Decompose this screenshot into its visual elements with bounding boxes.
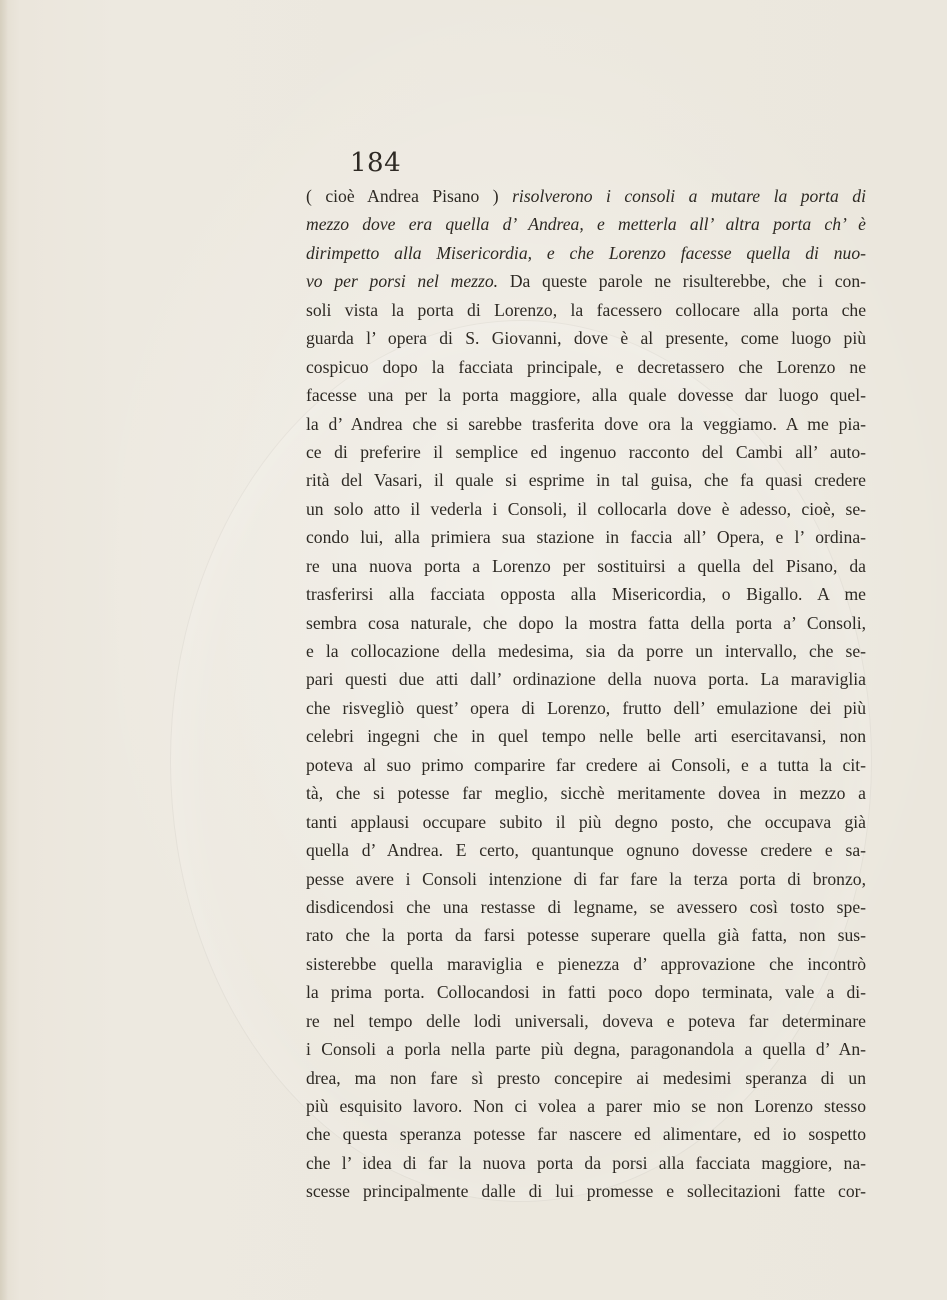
text-line — [306, 410, 866, 438]
text-line — [306, 438, 866, 466]
text-segment: drea, ma non fare sì presto concepire ai medesimi speranza di un — [306, 1067, 866, 1088]
italic-text-segment: mezzo dove era quella d’ Andrea, e metterla all’ altra porta ch’ è — [306, 214, 866, 235]
text-segment: un solo atto il vederla i Consoli, il collocarla dove è adesso, cioè, se- — [306, 498, 866, 519]
text-segment: che questa speranza potesse far nascere ed alimentare, ed io sospetto — [306, 1124, 866, 1145]
text-segment: trasferirsi alla facciata opposta alla Misericordia, o Bigallo. A me — [306, 584, 866, 605]
text-segment: sembra cosa naturale, che dopo la mostra fatta della porta a’ Consoli, — [306, 612, 866, 633]
text-segment: scesse principalmente dalle di lui promesse e sollecitazioni fatte cor- — [306, 1181, 866, 1202]
text-line — [306, 1092, 866, 1120]
text-segment: pesse avere i Consoli intenzione di far fare la terza porta di bronzo, — [306, 868, 866, 889]
text-segment: re una nuova porta a Lorenzo per sostituirsi a quella del Pisano, da — [306, 555, 866, 576]
text-line — [306, 694, 866, 722]
text-line — [306, 523, 866, 551]
text-segment: soli vista la porta di Lorenzo, la facessero collocare alla porta che — [306, 299, 866, 320]
text-segment: re nel tempo delle lodi universali, doveva e poteva far determinare — [306, 1010, 866, 1031]
text-line — [306, 267, 866, 295]
text-segment: disdicendosi che una restasse di legname, se avessero così tosto spe- — [306, 896, 866, 917]
text-line — [306, 921, 866, 949]
text-line — [306, 381, 866, 409]
text-segment: sisterebbe quella maraviglia e pienezza d’ approvazione che incontrò — [306, 953, 866, 974]
text-line — [306, 1120, 866, 1148]
text-line — [306, 893, 866, 921]
text-segment: e la collocazione della medesima, sia da porre un intervallo, che se- — [306, 641, 866, 661]
text-segment: guarda l’ opera di S. Giovanni, dove è al presente, come luogo più — [306, 328, 866, 349]
text-line — [306, 865, 866, 893]
text-line — [306, 722, 866, 750]
text-line — [306, 665, 866, 693]
italic-text-segment: dirimpetto alla Misericordia, e che Lorenzo facesse quella di nuo- — [306, 242, 866, 263]
text-line — [306, 609, 866, 637]
text-line — [306, 296, 866, 324]
text-line — [306, 978, 866, 1006]
page-number: 184 — [350, 148, 402, 178]
text-segment: la d’ Andrea che si sarebbe trasferita dove ora la veggiamo. A me pia- — [306, 413, 866, 434]
text-segment: ( cioè Andrea Pisano ) — [306, 186, 513, 206]
text-line — [306, 836, 866, 864]
text-segment: i Consoli a porla nella parte più degna, paragonandola a quella d’ An- — [306, 1039, 866, 1060]
text-line — [306, 950, 866, 978]
text-line — [306, 751, 866, 779]
body-text — [306, 182, 866, 1206]
text-segment: condo lui, alla primiera sua stazione in faccia all’ Opera, e l’ ordina- — [306, 527, 866, 548]
text-segment: la prima porta. Collocandosi in fatti poco dopo terminata, vale a di- — [306, 982, 866, 1003]
text-line — [306, 637, 866, 665]
text-line — [306, 353, 866, 381]
text-line — [306, 182, 866, 210]
text-line — [306, 495, 866, 523]
text-segment: facesse una per la porta maggiore, alla quale dovesse dar luogo quel- — [306, 385, 866, 406]
text-segment: tanti applausi occupare subito il più degno posto, che occupava già — [306, 811, 866, 832]
text-segment: Da queste parole ne risulterebbe, che i con- — [498, 271, 866, 292]
text-segment: ce di preferire il semplice ed ingenuo racconto del Cambi all’ auto- — [306, 441, 866, 462]
text-line — [306, 1149, 866, 1177]
text-segment: celebri ingegni che in quel tempo nelle belle arti esercitavansi, non — [306, 726, 866, 747]
text-segment: più esquisito lavoro. Non ci volea a parer mio se non Lorenzo stesso — [306, 1096, 866, 1116]
text-segment: quella d’ Andrea. E certo, quantunque ognuno dovesse credere e sa- — [306, 840, 866, 861]
text-line — [306, 1064, 866, 1092]
text-line — [306, 324, 866, 352]
text-segment: rità del Vasari, il quale si esprime in tal guisa, che fa quasi credere — [306, 470, 866, 491]
text-line — [306, 580, 866, 608]
text-line — [306, 239, 866, 267]
text-segment: rato che la porta da farsi potesse superare quella già fatta, non sus- — [306, 925, 866, 946]
page-edge-shadow — [0, 0, 8, 1300]
text-line — [306, 1177, 866, 1205]
text-line — [306, 1035, 866, 1063]
italic-text-segment: risolverono i consoli a mutare la porta di — [512, 186, 866, 206]
text-segment: cospicuo dopo la facciata principale, e decretassero che Lorenzo ne — [306, 356, 866, 377]
text-line — [306, 552, 866, 580]
text-segment: tà, che si potesse far meglio, sicchè meritamente dovea in mezzo a — [306, 783, 866, 804]
text-line — [306, 210, 866, 238]
text-line — [306, 466, 866, 494]
text-segment: poteva al suo primo comparire far credere ai Consoli, e a tutta la cit- — [306, 754, 866, 775]
text-segment: che risvegliò quest’ opera di Lorenzo, frutto dell’ emulazione dei più — [306, 697, 866, 718]
text-segment: che l’ idea di far la nuova porta da porsi alla facciata maggiore, na- — [306, 1152, 866, 1173]
italic-text-segment: vo per porsi nel mezzo. — [306, 271, 499, 292]
text-segment: pari questi due atti dall’ ordinazione della nuova porta. La maraviglia — [306, 669, 866, 690]
text-line — [306, 779, 866, 807]
text-line — [306, 1007, 866, 1035]
text-line — [306, 808, 866, 836]
